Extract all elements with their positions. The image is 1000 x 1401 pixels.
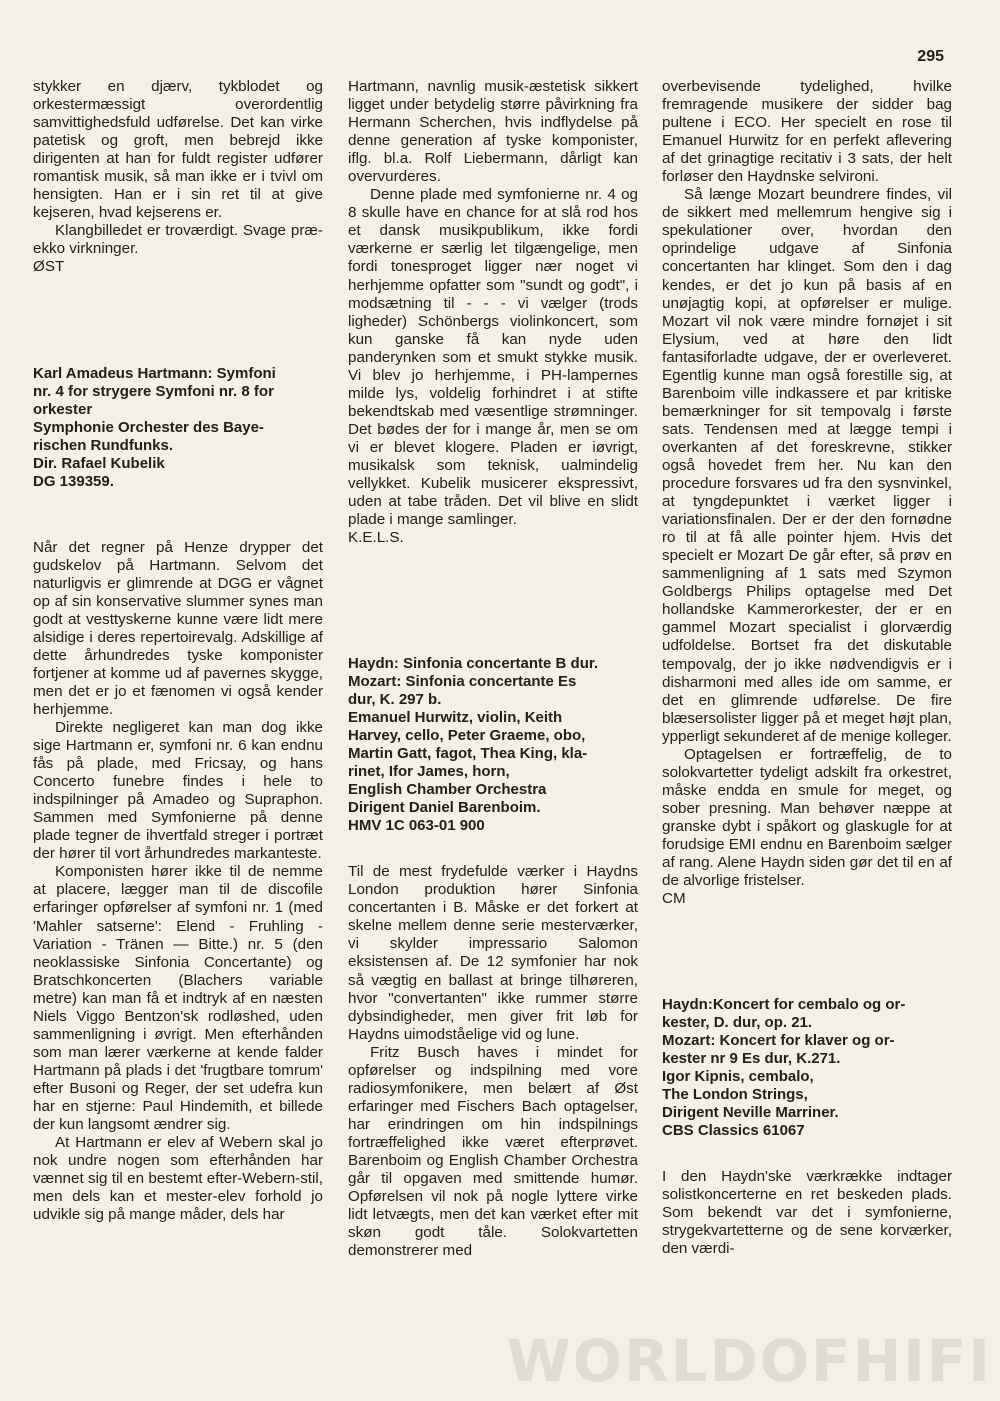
heading-line: Symphonie Orchester des Baye-: [33, 418, 264, 436]
column-3: [662, 78, 952, 1258]
reviewer-signature: ØST: [33, 258, 65, 276]
column-1: [33, 78, 323, 1224]
heading-line: Emanuel Hurwitz, violin, Keith: [348, 709, 563, 727]
heading-line: Martin Gatt, fagot, Thea King, kla-: [348, 745, 588, 763]
paragraph: overbevisende tydelighed, hvilke fremragende musikere der sidder bag pultene i ECO. Her specielt en rose til Emanuel Hurwitz for en perfekt aflevering af det grinagtige recitativ i 3 sats, der helt forløser den Haydnske selvironi.: [662, 78, 952, 186]
heading-line: rinet, Ifor James, horn,: [348, 763, 510, 781]
paragraph: Til de mest frydefulde værker i Haydns London produktion hører Sinfonia concertanten i B. Måske er det forkert at skelne mellem denne serie mesterværker, vi skylder impressario Salomon eksistensen af. De 12 symfonier har nok så vægtig en ballast at bringe tilhøreren, hvor "convertanten" ikke rummer større dybsindigheder, men giver frit løb for Haydns uimodståelige vid og lune.: [348, 863, 638, 1043]
paragraph: Komponisten hører ikke til de nemme at placere, lægger man til de discofile erfaringer opførelser af symfoni nr. 1 (med 'Mahler satserne': Elend - Fruhling - Variation - Tränen — Bitte.) nr. 5 (den neoklassiske Sinfonia Concertante) og Bratschkoncerten (Blachers variable metre) kan man få et indtryk af en næsten Niels Viggo Bentzon'sk rodløshed, uden sammenligning i øvrigt. Men efterhånden som man lærer værkerne at kende falder Hartmann på plads i det 'frugtbare tomrum' efter Busoni og Reger, der set udefra kun har en stjerne: Paul Hindemith, et billede der kun langsomt ændrer sig.: [33, 863, 323, 1134]
heading-line: Mozart: Sinfonia concertante Es: [348, 673, 577, 691]
heading-line: Dirigent Neville Marriner.: [662, 1104, 839, 1122]
heading-line: Igor Kipnis, cembalo,: [662, 1068, 814, 1086]
heading-line: HMV 1C 063-01 900: [348, 817, 485, 835]
heading-line: CBS Classics 61067: [662, 1122, 805, 1140]
heading-line: rischen Rundfunks.: [33, 436, 174, 454]
review-heading: [348, 655, 638, 835]
heading-line: Harvey, cello, Peter Graeme, obo,: [348, 727, 586, 745]
paragraph: Så længe Mozart beundrere findes, vil de sikkert med mellemrum hengive sig i spekulationer over, hvordan den oprindelige udgave af Sinfonia concertanten har klinget. Som den i dag kendes, er det jo kun på basis af en unøjagtig kopi, at opførelser er mulige. Mozart vil nok være mindre fornøjet i sit Elysium, ved at høre den lidt fantasiforladte udgave, der er overleveret. Egentlig kunne man også forestille sig, at Barenboim ville indkassere et par kritiske bemærkninger for sit tempovalg i første sats. Tendensen med at lægge tempi i overkanten af det foreskrevne, stikker også hovedet frem her. Nu kan den procedure forsvares ud fra den sysnvinkel, at tyngdepunktet i værket ligger i variationsfinalen. Der er der den fornødne ro til at få alle pointer hjem. Hvis det specielt er Mozart De går efter, så prøv en sammenligning af 1 sats med Szymon Goldbergs Philips optagelse med Det hollandske Kammerorkester, der er en gammel Mozart specialist i glorværdig udfoldelse. Bortset fra det diskutable tempovalg, der jo ikke nødvendigvis er i disharmoni med alles ide om samme, er det en glimrende udførelse. De fire blæsersolister ligger på et meget højt plan, ypperligt sekunderet af de menige kolleger.: [662, 186, 952, 745]
paragraph: Hartmann, navnlig musik-æstetisk sikkert ligget under betydelig større påvirkning fra Hermann Scherchen, hvis indflydelse på denne generation af tyske komponister, iflg. bl.a. Rolf Liebermann, dårligt kan overvurderes.: [348, 78, 638, 186]
heading-line: Dirigent Daniel Barenboim.: [348, 799, 541, 817]
paragraph: Klangbilledet er troværdigt. Svage præ-ekko virkninger.: [33, 222, 323, 258]
heading-line: kester nr 9 Es dur, K.271.: [662, 1050, 841, 1068]
heading-line: Dir. Rafael Kubelik: [33, 454, 165, 472]
heading-line: Haydn: Sinfonia concertante B dur.: [348, 655, 599, 673]
heading-line: Karl Amadeus Hartmann: Symfoni: [33, 364, 276, 382]
heading-line: The London Strings,: [662, 1086, 808, 1104]
review-heading: [33, 365, 323, 491]
heading-line: orkester: [33, 400, 93, 418]
heading-line: English Chamber Orchestra: [348, 781, 547, 799]
paragraph: Optagelsen er fortræffelig, de to solokvartetter tydeligt adskilt fra orkestret, måske endda en smule for meget, og sober presning. Man behøver næppe at granske dybt i spåkort og glaskugle for at forudsige EMI endnu en Barenboim sælger af rang. Alene Haydn siden gør det til en af de alvorlige fristelser.: [662, 745, 952, 890]
reviewer-signature: CM: [662, 890, 686, 908]
heading-line: nr. 4 for strygere Symfoni nr. 8 for: [33, 382, 274, 400]
heading-line: dur, K. 297 b.: [348, 691, 442, 709]
column-2: [348, 78, 638, 1260]
paragraph: Fritz Busch haves i mindet for opførelser og indspilning med vore radiosymfonikere, men belært af Øst erfaringer med Fischers Bach optagelser, har erindringen om hin indspilnings fortræffelighed ikke været efterprøvet. Barenboim og English Chamber Orchestra går til opgaven med smittende humør. Opførelsen vil nok på nogle lyttere virke lidt letvægts, men det kan værket efter mit skøn godt tåle. Solokvartetten demonstrerer med: [348, 1043, 638, 1260]
heading-line: Haydn:Koncert for cembalo og or-: [662, 996, 906, 1014]
heading-line: DG 139359.: [33, 472, 114, 490]
paragraph: stykker en djærv, tykblodet og orkestermæssigt overordentlig samvittighedsfuld udførelse. Det kan virke patetisk og groft, men bebrejd ikke dirigenten at han for fuldt register udfører romantisk musik, så man ikke er i tvivl om hensigten. Han er i sin ret til at give kejseren, hvad kejserens er.: [33, 78, 323, 222]
reviewer-signature: K.E.L.S.: [348, 529, 404, 547]
page-number: 295: [917, 48, 944, 65]
paragraph: Når det regner på Henze drypper det gudskelov på Hartmann. Selvom det naturligvis er glimrende at DGG er vågnet op af sin konservative slummer synes man godt at vesttyskerne kunne være lidt mere alsidige i deres repertoirevalg. Adskillige af dette århundredes tyske komponister fortjener at komme ud af pavernes skygge, men det er jo et fænomen vi også kender herhjemme.: [33, 538, 323, 718]
paragraph: Direkte negligeret kan man dog ikke sige Hartmann er, symfoni nr. 6 kan endnu fås på plade, med Fricsay, og hans Concerto funebre findes i hele to indspilninger på Amadeo og Supraphon. Sammen med Symfonierne på denne plade tegner de ihvertfald streger i portræt der hører til vort århundredes markanteste.: [33, 718, 323, 863]
paragraph: I den Haydn'ske værkrække indtager solistkoncerterne en ret beskeden plads. Som bekendt var det i symfonierne, strygekvartetterne og de sene korværker, den værdi-: [662, 1168, 952, 1258]
paragraph: At Hartmann er elev af Webern skal jo nok undre nogen som efterhånden har vænnet sig til en bestemt efter-Webern-stil, men dels kan et mester-elev forhold jo udvikle sig på mange måder, dels har: [33, 1134, 323, 1224]
heading-line: kester, D. dur, op. 21.: [662, 1014, 813, 1032]
watermark: WORLDOFHIFI: [506, 1327, 992, 1395]
review-heading: [662, 996, 952, 1140]
paragraph: Denne plade med symfonierne nr. 4 og 8 skulle have en chance for at slå rod hos et dansk musikpublikum, ikke fordi værkerne er særlig let tilgængelige, men fordi tonesproget ligger nær noget vi herhjemme opfatter som "sundt og godt", i modsætning til - - - vi vælger (trods ligheder) Schönbergs violinkoncert, som kun ganske få kan nyde uden panderynken som et smukt stykke musik. Vi blev jo herhjemme, i PH-lampernes milde lys, voldelig forhindret i at stifte bekendtskab med væsentlige strømninger. Det bødes der for i mange år, men se om vi er blevet klogere. Pladen er iøvrigt, musikalsk som teknisk, ualmindelig vellykket. Kubelik musicerer ekspressivt, uden at tabe tråden. Det vil blive en slidt plade i mange samlinger.: [348, 186, 638, 529]
heading-line: Mozart: Koncert for klaver og or-: [662, 1032, 895, 1050]
